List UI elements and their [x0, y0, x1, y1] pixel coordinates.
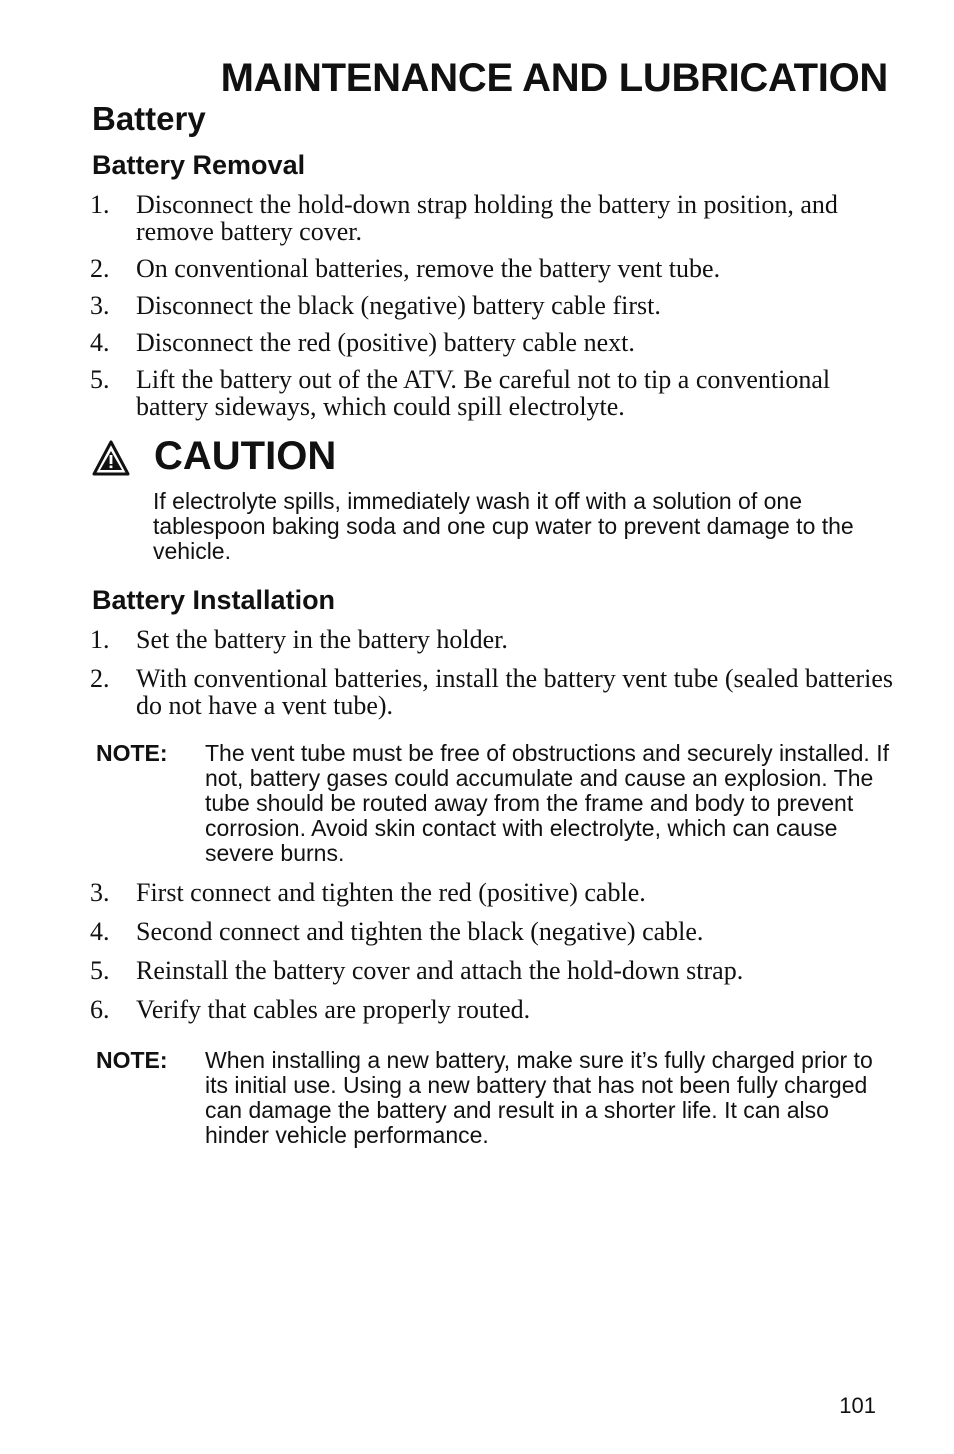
note-label: NOTE: [96, 1047, 168, 1073]
step-number: 6. [90, 995, 110, 1024]
list-item [90, 879, 894, 906]
note-text: The vent tube must be free of obstructions and securely installed. If not, battery gases could accumulate and cause an explosion. The tube should be routed away from the frame and body to prevent corrosion. Avoid skin contact with electrolyte, which can cause severe burns. [205, 740, 889, 866]
warning-triangle-icon [92, 440, 130, 476]
list-item [90, 957, 894, 984]
step-number: 3. [90, 878, 110, 907]
caution-text: If electrolyte spills, immediately wash it off with a solution of one tablespoon baking soda and one cup water to prevent damage to the vehicle. [153, 488, 854, 564]
section-title: Battery [92, 100, 206, 137]
list-item [90, 366, 894, 420]
step-number: 2. [90, 664, 110, 693]
list-item [90, 255, 894, 282]
step-text: Verify that cables are properly routed. [136, 995, 531, 1024]
step-number: 5. [90, 956, 110, 985]
battery-installation-steps [90, 626, 894, 731]
step-number: 1. [90, 190, 110, 219]
step-text: Set the battery in the battery holder. [136, 625, 508, 654]
page-number: 101 [839, 1393, 876, 1418]
list-item [90, 191, 894, 245]
step-text: On conventional batteries, remove the battery vent tube. [136, 254, 721, 283]
step-number: 5. [90, 365, 110, 394]
caution-heading: CAUTION [154, 434, 337, 478]
note-label: NOTE: [96, 740, 168, 766]
list-item [90, 665, 894, 719]
battery-removal-steps [90, 191, 894, 430]
step-text: With conventional batteries, install the battery vent tube (sealed batteries do not have a vent tube). [136, 664, 894, 720]
step-number: 1. [90, 625, 110, 654]
step-text: First connect and tighten the red (positive) cable. [136, 878, 646, 907]
step-number: 2. [90, 254, 110, 283]
list-item [90, 626, 894, 653]
step-number: 4. [90, 917, 110, 946]
note-text: When installing a new battery, make sure it’s fully charged prior to its initial use. Using a new battery that has not been fully charged can damage the battery and result in a shorter life. It can also hinder vehicle performance. [205, 1047, 873, 1148]
step-text: Second connect and tighten the black (negative) cable. [136, 917, 704, 946]
step-text: Disconnect the hold-down strap holding the battery in position, and remove battery cover. [136, 190, 838, 246]
step-number: 3. [90, 291, 110, 320]
chapter-title: MAINTENANCE AND LUBRICATION [220, 56, 888, 100]
list-item [90, 329, 894, 356]
battery-installation-heading: Battery Installation [92, 585, 336, 615]
list-item [90, 918, 894, 945]
step-text: Disconnect the black (negative) battery cable first. [136, 291, 661, 320]
battery-removal-heading: Battery Removal [92, 150, 306, 180]
list-item [90, 996, 894, 1023]
step-text: Lift the battery out of the ATV. Be careful not to tip a conventional battery sideways, which could spill electrolyte. [136, 365, 831, 421]
battery-installation-steps-continued [90, 879, 894, 1035]
step-number: 4. [90, 328, 110, 357]
list-item [90, 292, 894, 319]
step-text: Disconnect the red (positive) battery cable next. [136, 328, 635, 357]
step-text: Reinstall the battery cover and attach the hold-down strap. [136, 956, 744, 985]
